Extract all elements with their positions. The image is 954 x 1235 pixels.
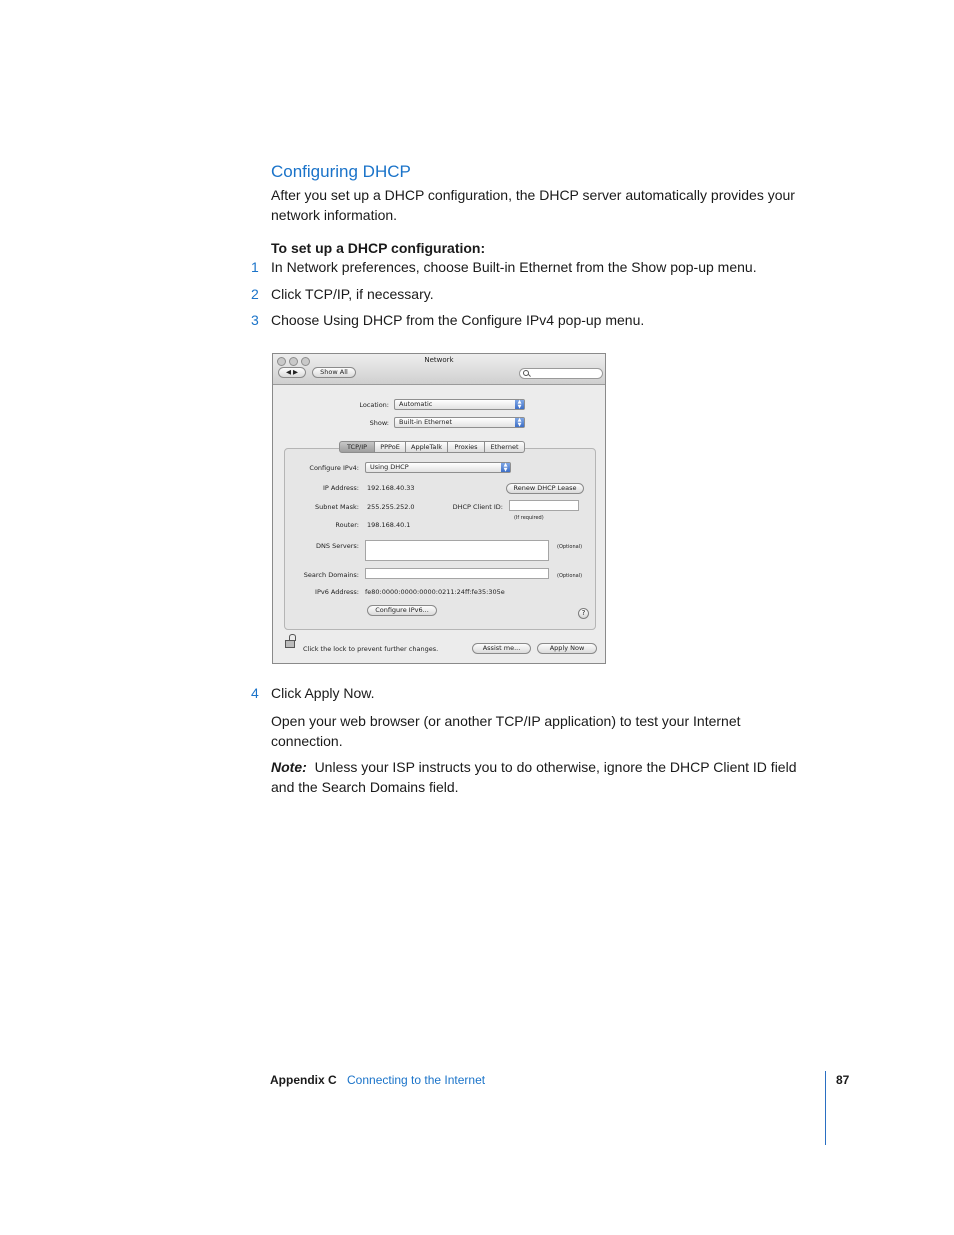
search-input[interactable] <box>519 368 603 379</box>
settings-panel <box>284 448 596 630</box>
location-value: Automatic <box>399 400 433 408</box>
subnet-mask-value: 255.255.252.0 <box>367 503 415 511</box>
tab-proxies[interactable]: Proxies <box>448 441 485 453</box>
section-title: Configuring DHCP <box>271 162 411 181</box>
step-number: 1 <box>251 259 259 275</box>
show-label: Show: <box>369 419 389 427</box>
footer-appendix: Appendix C <box>270 1073 337 1087</box>
help-button[interactable]: ? <box>578 608 589 619</box>
tab-appletalk[interactable]: AppleTalk <box>406 441 448 453</box>
procedure-heading: To set up a DHCP configuration: <box>271 240 486 256</box>
window-titlebar <box>273 354 605 385</box>
if-required-hint: (If required) <box>514 515 544 521</box>
followup-line: connection. <box>271 733 343 749</box>
configure-ipv4-value: Using DHCP <box>370 463 409 471</box>
step-number: 2 <box>251 286 259 302</box>
step-text: Choose Using DHCP from the Configure IPv4 pop-up menu. <box>271 312 645 328</box>
router-value: 198.168.40.1 <box>367 521 411 529</box>
footer-chapter-link[interactable]: Connecting to the Internet <box>347 1073 486 1087</box>
show-all-button[interactable]: Show All <box>312 367 356 378</box>
router-label: Router: <box>335 521 359 529</box>
intro-line: After you set up a DHCP configuration, the DHCP server automatically provides your <box>271 187 795 203</box>
location-label: Location: <box>359 401 389 409</box>
dns-servers-label: DNS Servers: <box>316 542 359 550</box>
optional-hint: (Optional) <box>557 573 583 579</box>
step-text: Click Apply Now. <box>271 685 375 701</box>
note-line: and the Search Domains field. <box>271 779 459 795</box>
assist-me-button[interactable]: Assist me... <box>472 643 531 654</box>
subnet-mask-label: Subnet Mask: <box>314 503 359 511</box>
popup-arrows-icon: ▲ ▼ <box>501 463 510 472</box>
show-popup[interactable] <box>394 417 525 428</box>
dhcp-client-id-field[interactable] <box>509 500 579 511</box>
configure-ipv6-button[interactable]: Configure IPv6... <box>367 605 437 616</box>
intro-paragraph <box>271 185 811 225</box>
tab-ethernet[interactable]: Ethernet <box>485 441 525 453</box>
lock-icon[interactable] <box>285 640 295 648</box>
ip-address-value: 192.168.40.33 <box>367 484 415 492</box>
ipv6-address-label: IPv6 Address: <box>315 588 359 596</box>
step-number: 3 <box>251 312 259 328</box>
dns-servers-field[interactable] <box>365 540 549 561</box>
tab-pppoe[interactable]: PPPoE <box>375 441 406 453</box>
optional-hint: (Optional) <box>557 544 583 550</box>
note-paragraph <box>271 757 811 797</box>
search-icon <box>523 370 529 376</box>
ipv6-address-value: fe80:0000:0000:0000:0211:24ff:fe35:305e <box>365 588 505 596</box>
ip-address-label: IP Address: <box>323 484 359 492</box>
followup-paragraph <box>271 711 811 751</box>
step-number: 4 <box>251 685 259 701</box>
back-forward-button[interactable]: ◀ ▶ <box>278 367 306 378</box>
configure-ipv4-label: Configure IPv4: <box>309 464 359 472</box>
page-number: 87 <box>836 1073 850 1087</box>
renew-dhcp-lease-button[interactable]: Renew DHCP Lease <box>506 483 584 494</box>
lock-text: Click the lock to prevent further changes. <box>303 645 439 653</box>
step-text: In Network preferences, choose Built-in Ethernet from the Show pop-up menu. <box>271 259 757 275</box>
search-domains-label: Search Domains: <box>303 571 359 579</box>
tab-bar <box>339 441 525 453</box>
configure-ipv4-popup[interactable] <box>365 462 511 473</box>
followup-line: Open your web browser (or another TCP/IP application) to test your Internet <box>271 713 741 729</box>
dhcp-client-id-label: DHCP Client ID: <box>452 503 503 511</box>
note-label: Note: <box>271 759 307 775</box>
show-value: Built-in Ethernet <box>399 418 453 426</box>
window-title: Network <box>424 356 454 364</box>
network-preferences-window <box>272 353 606 664</box>
location-popup[interactable] <box>394 399 525 410</box>
apply-now-button[interactable]: Apply Now <box>537 643 597 654</box>
popup-arrows-icon: ▲ ▼ <box>515 418 524 427</box>
intro-line: network information. <box>271 207 398 223</box>
popup-arrows-icon: ▲ ▼ <box>515 400 524 409</box>
tab-tcpip[interactable]: TCP/IP <box>339 441 375 453</box>
step-text: Click TCP/IP, if necessary. <box>271 286 434 302</box>
footer-divider <box>825 1071 826 1145</box>
note-line: Unless your ISP instructs you to do otherwise, ignore the DHCP Client ID field <box>314 759 797 775</box>
search-domains-field[interactable] <box>365 568 549 579</box>
